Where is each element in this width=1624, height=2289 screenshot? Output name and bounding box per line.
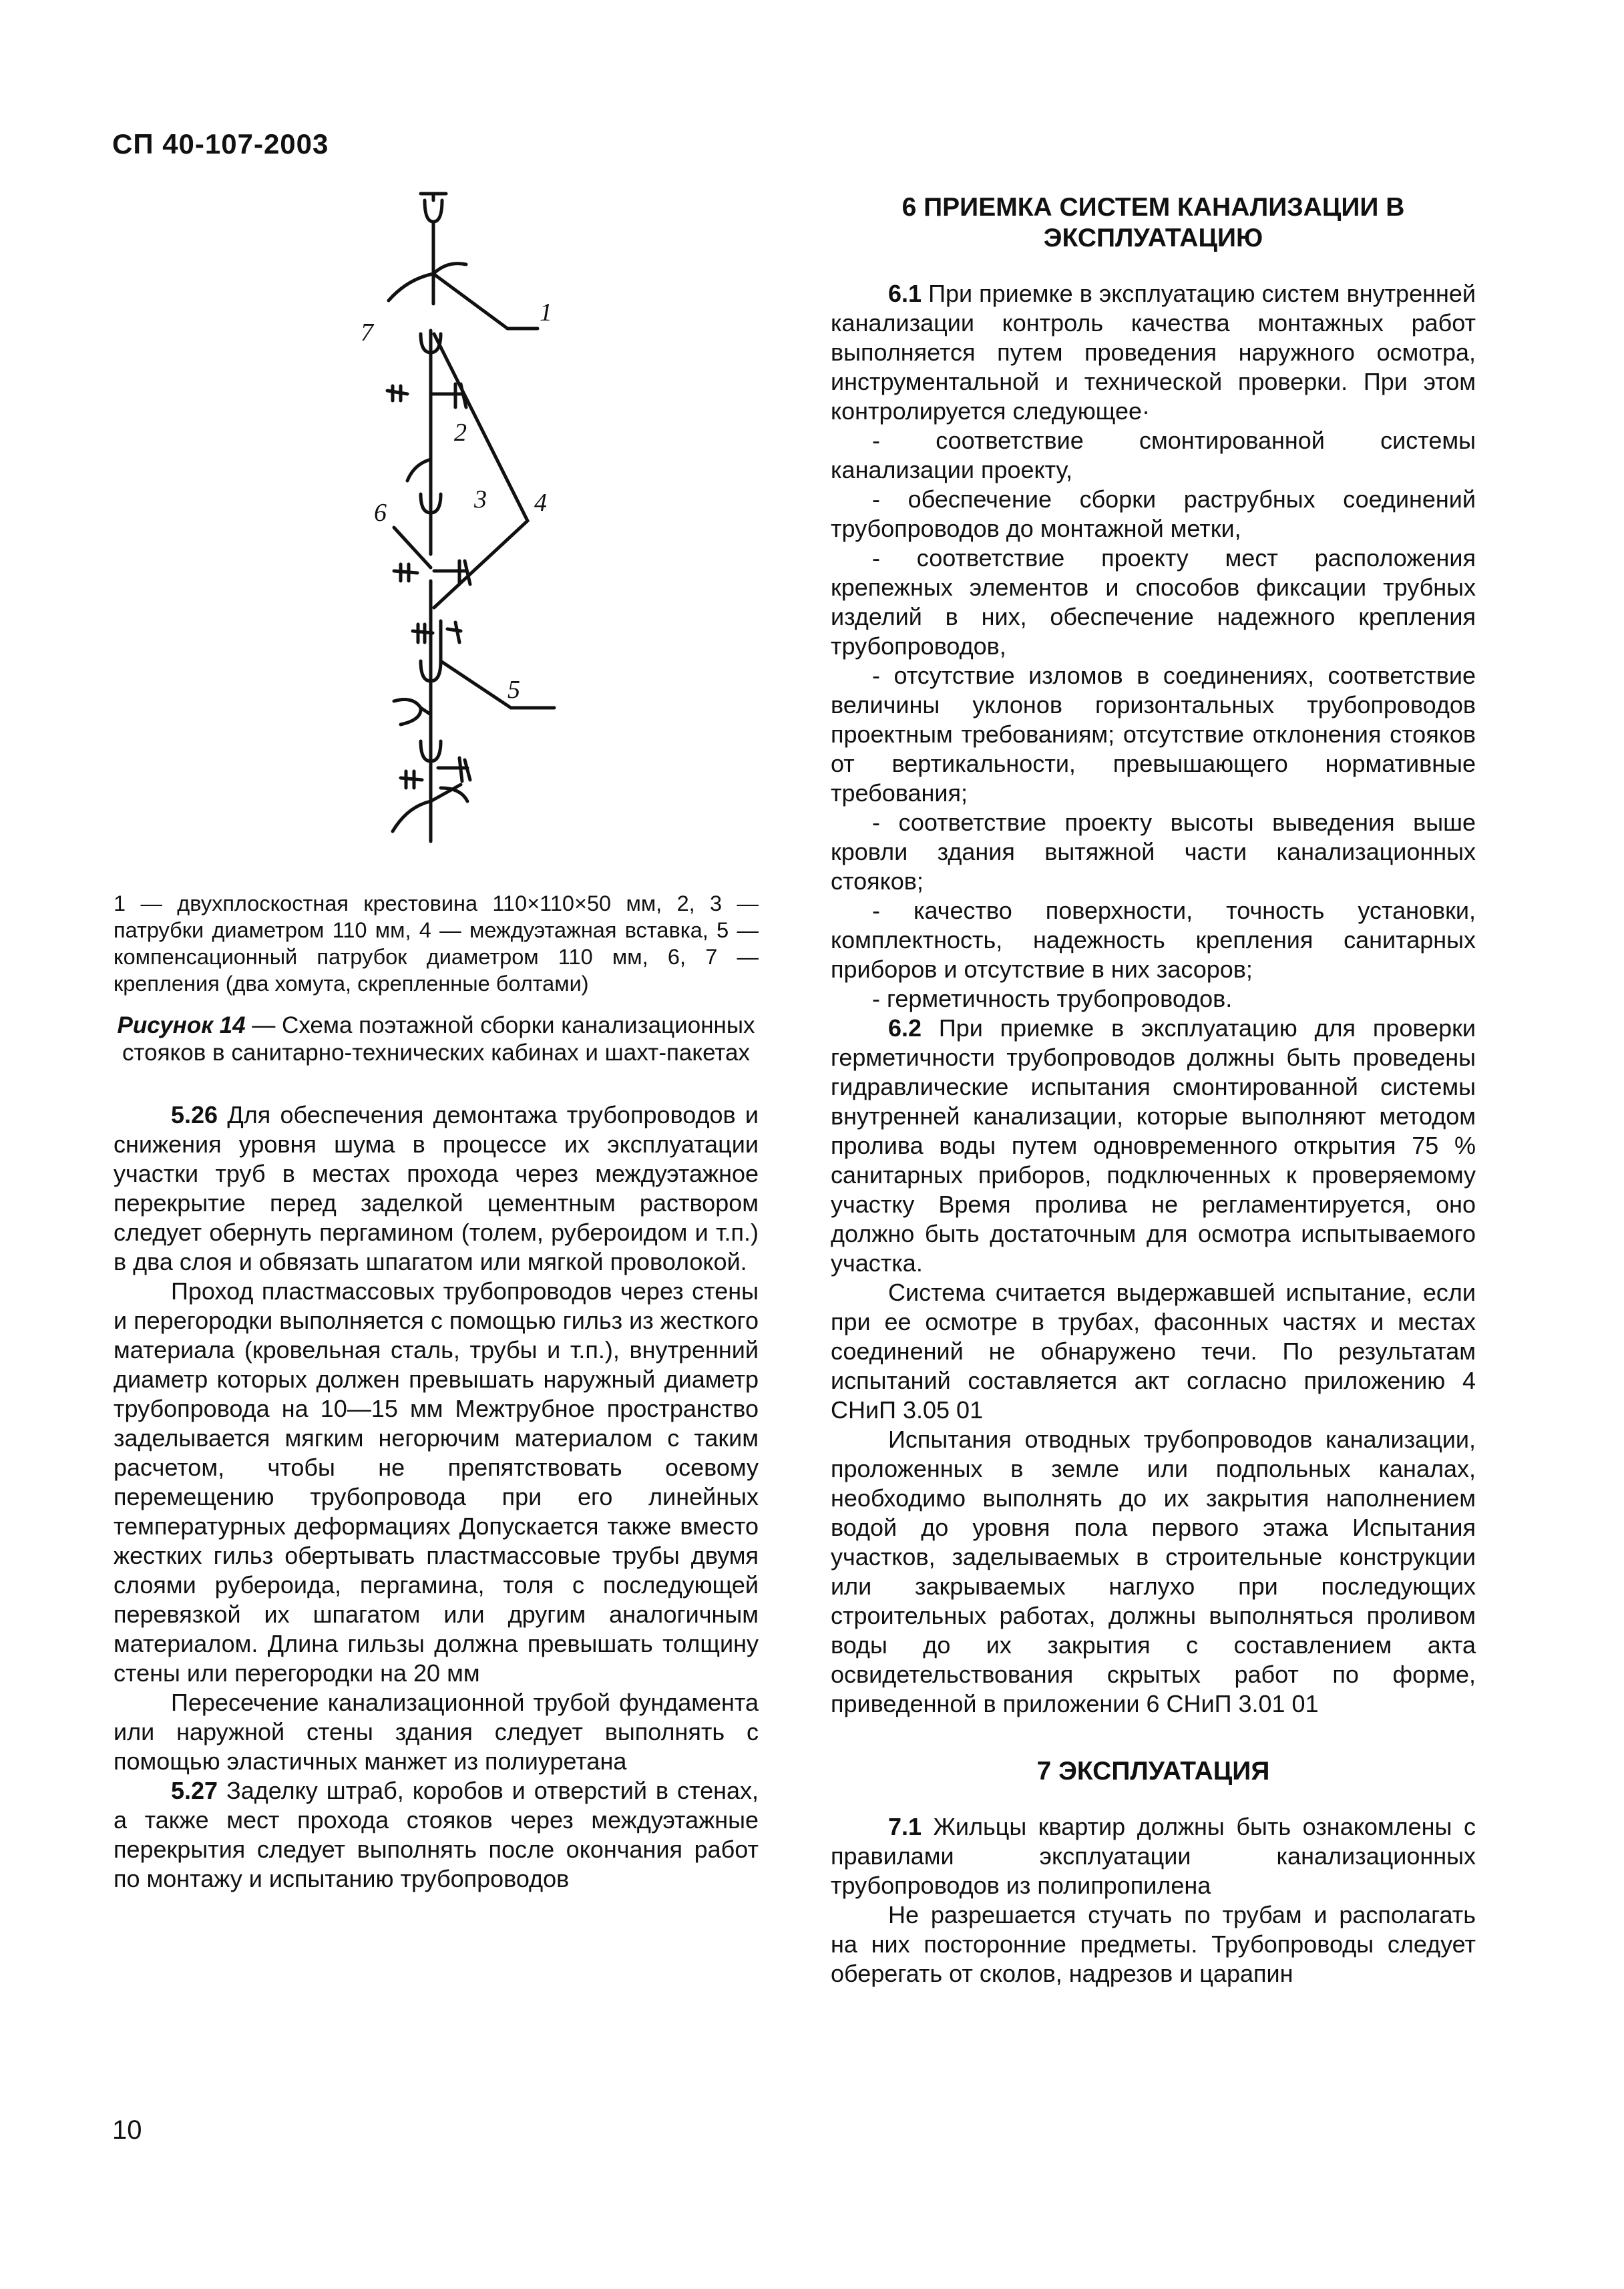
label-2: 2 (454, 419, 467, 447)
figure-title (114, 1012, 759, 1066)
figure-caption-block (114, 890, 759, 1066)
paragraph-5-26: 5.26 Для обеспечения демонтажа трубопроводов и снижения уровня шума в процессе их эксплуатации участки труб в местах прохода через междуэтажное перекрытие перед заделкой цементным раствором следует обернуть пергамином (толем, рубероидом и т.п.) в два слоя и обвязать шпагатом или мягкой проволокой. (114, 1101, 759, 1275)
paragraph: Испытания отводных трубопроводов канализации, проложенных в земле или подпольных каналах, необходимо выполнять до их закрытия наполнением водой до уровня пола первого этажа Испытания участков, заделываемых в строительные конструкции или закрываемых наглухо при последующих строительных работах, должны выполняться проливом воды до их закрытия с составлением акта освидетельствования скрытых работ по форме, приведенной в приложении 6 СНиП 3.01 01 (831, 1426, 1476, 1717)
riser-assembly-diagram (307, 180, 788, 875)
paragraph-7-1: 7.1 Жильцы квартир должны быть ознакомлены с правилами эксплуатации канализационных трубопроводов из полипропилена (831, 1813, 1476, 1899)
paragraph: Проход пластмассовых трубопроводов через стены и перегородки выполняется с помощью гильз из жесткого материала (кровельная сталь, трубы и т.п.), внутренний диаметр которых должен превышать наружный диаметр трубопровода на 10—15 мм Межтрубное пространство заделывается мягким негорючим материалом с таким расчетом, чтобы не препятствовать осевому перемещению трубопровода при его линейных температурных деформациях Допускается также вместо жестких гильз обертывать пластмассовые трубы двумя слоями рубероида, пергамина, толя с последующей перевязкой их шпагатом или другим аналогичным материалом. Длина гильзы должна превышать толщину стены или перегородки на 20 мм (114, 1277, 759, 1687)
label-7: 7 (361, 319, 373, 347)
list-item: - герметичность трубопроводов. (872, 985, 1233, 1012)
list-item: - обеспечение сборки раструбных соединений трубопроводов до монтажной метки, (831, 485, 1476, 542)
list-item: - соответствие проекту высоты выведения выше кровли здания вытяжной части канализационных стояков; (831, 809, 1476, 895)
figure-legend: 1 — двухплоскостная крестовина 110×110×50 мм, 2, 3 — патрубки диаметром 110 мм, 4 — междуэтажная вставка, 5 — компенсационный патрубок диаметром 110 мм, 6, 7 — крепления (два хомута, скрепленные болтами) (114, 891, 759, 996)
riser-top-cap (421, 194, 446, 222)
riser-pipe (431, 222, 433, 841)
label-3: 3 (474, 485, 487, 513)
list-item: - соответствие проекту мест расположения крепежных элементов и способов фиксации трубных изделий в них, обеспечение надежного крепления трубопроводов, (831, 544, 1476, 660)
section-6-heading: 6 ПРИЕМКА СИСТЕМ КАНАЛИЗАЦИИ В ЭКСПЛУАТАЦИЮ (901, 193, 1405, 252)
cross-fitting-1 (389, 264, 508, 329)
label-1: 1 (540, 298, 552, 327)
list-item: - качество поверхности, точность установки, комплектность, надежность крепления санитарных приборов и отсутствие в них засоров; (831, 897, 1476, 983)
compensation-nipple-5 (441, 661, 554, 708)
clause-number: 7.1 (888, 1813, 922, 1840)
clause-number: 6.2 (888, 1014, 922, 1042)
figure-label: Рисунок 14 (117, 1012, 246, 1038)
document-code: СП 40-107-2003 (112, 128, 329, 160)
right-column (831, 192, 1476, 1989)
clause-number: 5.26 (171, 1101, 218, 1128)
label-4: 4 (534, 489, 547, 517)
clause-number: 5.27 (171, 1777, 218, 1804)
section-7-heading: 7 ЭКСПЛУАТАЦИЯ (1036, 1757, 1270, 1786)
label-5: 5 (508, 676, 520, 704)
paragraph: Пересечение канализационной трубой фундамента или наружной стены здания следует выполнять с помощью эластичных манжет из полиуретана (114, 1689, 759, 1775)
list-item: - отсутствие изломов в соединениях, соответствие величины уклонов горизонтальных трубопроводов проектным требованиям; отсутствие отклонения стояков от вертикальности, превышающего нормативные требования; (831, 662, 1476, 807)
list-item: - соответствие смонтированной системы канализации проекту, (831, 427, 1476, 483)
label-6: 6 (374, 499, 387, 527)
paragraph: Не разрешается стучать по трубам и располагать на них посторонние предметы. Трубопроводы следует оберегать от сколов, надрезов и царапин (831, 1901, 1476, 1987)
paragraph-6-2: 6.2 При приемке в эксплуатацию для проверки герметичности трубопроводов должны быть проведены гидравлические испытания смонтированной системы внутренней канализации, которые выполняют методом пролива воды путем одновременного открытия 75 % санитарных приборов, подключенных к проверяемому участку Время пролива не регламентируется, оно должно быть достаточным для осмотра испытываемого участка. (831, 1014, 1476, 1277)
left-column (114, 1100, 759, 1894)
paragraph-5-27: 5.27 Заделку штраб, коробов и отверстий в стенах, а также мест прохода стояков через междуэтажные перекрытия следует выполнять после окончания работ по монтажу и испытанию трубопроводов (114, 1777, 759, 1892)
figure-title-text: — Схема поэтажной сборки канализационных стояков в санитарно-технических кабинах и шахт-пакетах (122, 1012, 755, 1066)
paragraph-6-1: 6.1 При приемке в эксплуатацию систем внутренней канализации контроль качества монтажных работ выполняется путем проведения наружного осмотра, инструментальной и технической проверки. При этом контролируется следующее· (831, 280, 1476, 425)
clamp-7 (387, 384, 466, 407)
page-number: 10 (112, 2115, 142, 2145)
paragraph: Система считается выдержавшей испытание, если при ее осмотре в трубах, фасонных частях и местах соединений не обнаружено течи. По результатам испытаний составляется акт согласно приложению 4 СНиП 3.05 01 (831, 1279, 1476, 1424)
clause-number: 6.1 (888, 280, 922, 307)
interfloor-insert (434, 334, 528, 608)
